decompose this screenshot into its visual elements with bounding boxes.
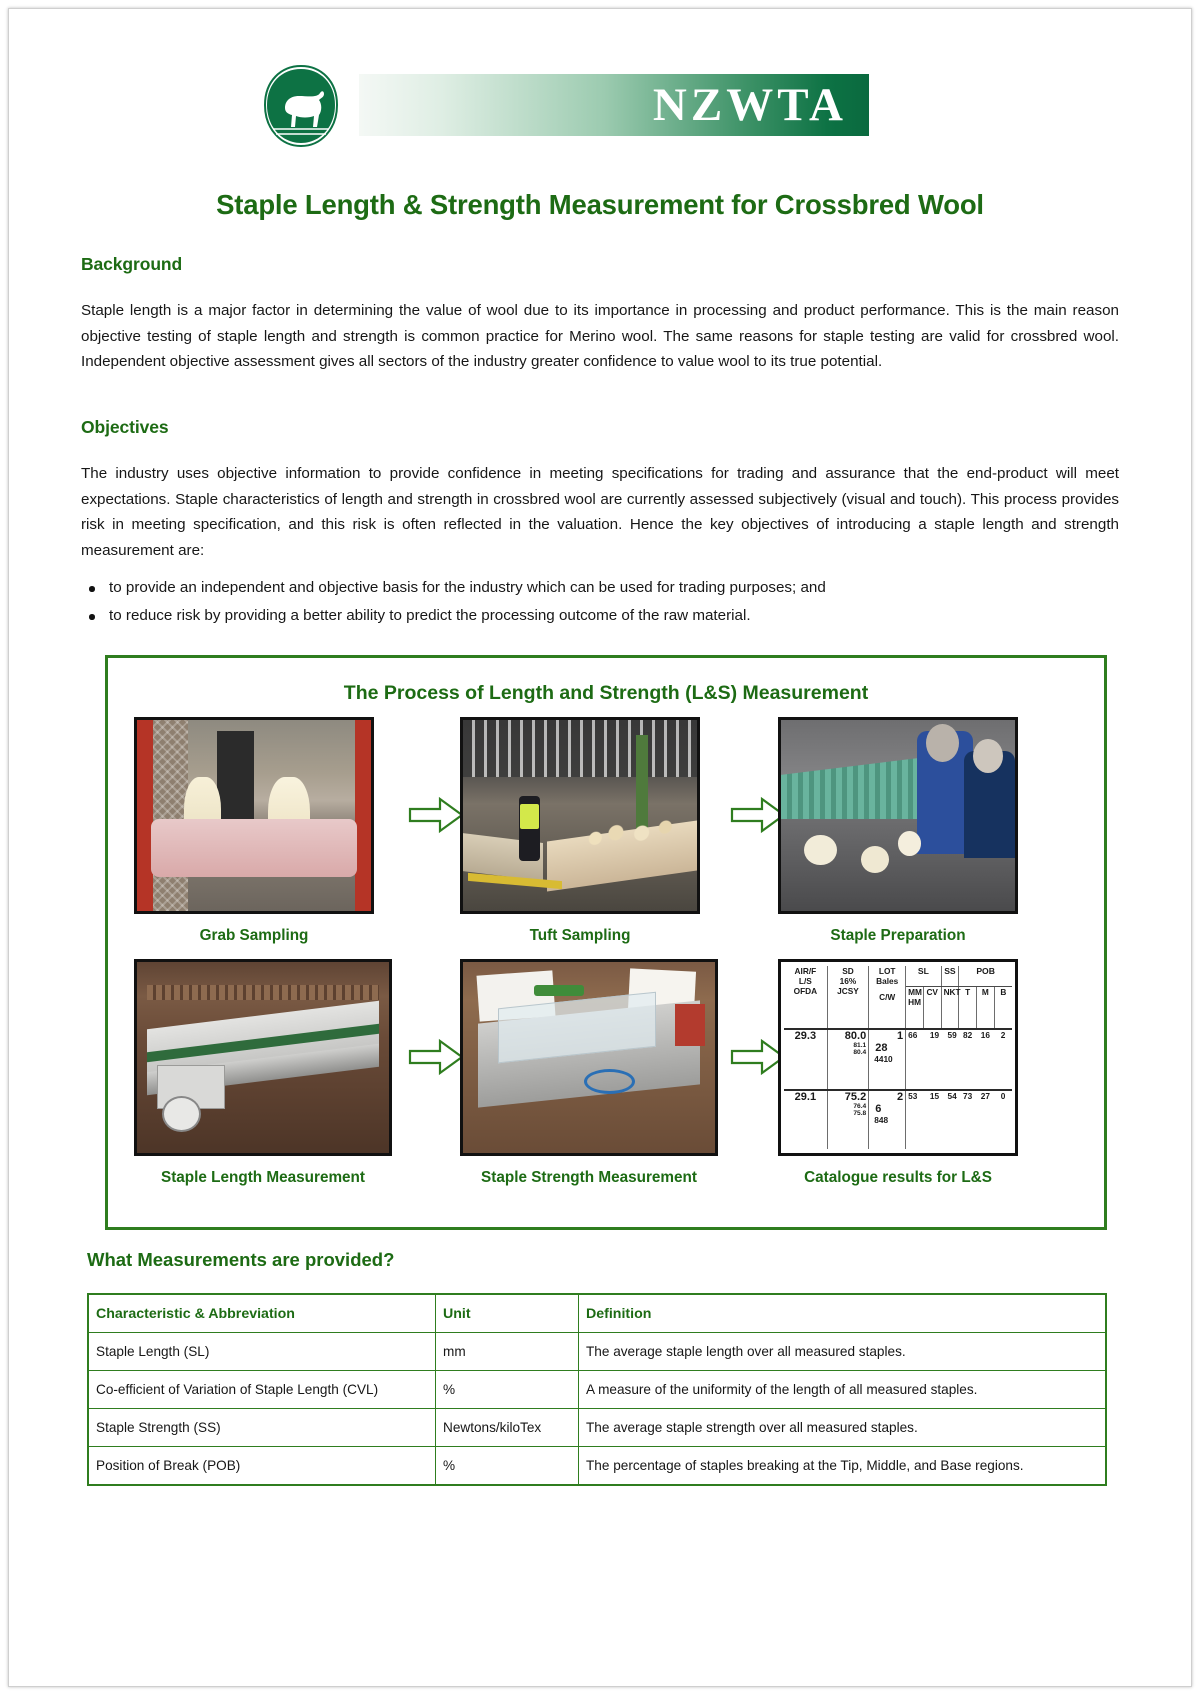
cat-h-b: B xyxy=(1000,987,1007,998)
cell-definition: The percentage of staples breaking at the Tip, Middle, and Base regions. xyxy=(579,1447,1107,1486)
cat-r1-pob-m: 16 xyxy=(980,1029,990,1040)
process-panel xyxy=(105,655,1107,1230)
cat-h-lot: LOT xyxy=(878,966,896,976)
brand-header xyxy=(259,61,869,151)
cat-group-pob: POB xyxy=(959,966,1012,987)
photo-tuft-sampling xyxy=(460,717,700,914)
cell-characteristic: Co-efficient of Variation of Staple Length (CVL) xyxy=(88,1371,436,1409)
column-header-unit: Unit xyxy=(436,1294,579,1333)
section-measurements xyxy=(87,1249,1107,1486)
brand-name: NZWTA xyxy=(652,78,847,131)
table-row xyxy=(88,1333,1106,1371)
cat-r1-bales: 28 xyxy=(875,1041,888,1054)
catalogue-header-row-1 xyxy=(784,966,1012,987)
measurements-heading: What Measurements are provided? xyxy=(87,1249,395,1270)
caption-tuft-sampling: Tuft Sampling xyxy=(529,927,631,944)
cat-r2-lot: 2 xyxy=(897,1090,904,1103)
cell-unit: % xyxy=(436,1447,579,1486)
cell-definition: The average staple strength over all measured staples. xyxy=(579,1409,1107,1447)
background-heading: Background xyxy=(81,254,183,274)
photo-staple-preparation xyxy=(778,717,1018,914)
cat-r2-pob-b: 0 xyxy=(1000,1090,1006,1101)
cat-r2-airf: 29.1 xyxy=(784,1090,827,1149)
cat-h-m: M xyxy=(977,987,995,1027)
process-step-staple-strength-measurement xyxy=(460,959,718,1187)
table-row xyxy=(88,1371,1106,1409)
page-content xyxy=(81,9,1119,1686)
caption-grab-sampling: Grab Sampling xyxy=(199,927,309,944)
cat-r2-sd-main: 75.2 xyxy=(844,1090,867,1103)
objectives-heading: Objectives xyxy=(81,417,169,437)
cat-r1-pob-t: 82 xyxy=(963,1029,973,1040)
process-step-staple-preparation xyxy=(778,717,1018,945)
table-header-row xyxy=(88,1294,1106,1333)
column-header-characteristic: Characteristic & Abbreviation xyxy=(88,1294,436,1333)
table-row xyxy=(784,1029,1012,1090)
cat-r2-ss-nkt: 54 xyxy=(947,1090,957,1101)
cat-h-sd: SD xyxy=(842,966,854,976)
page-title: Staple Length & Strength Measurement for Crossbred Wool xyxy=(216,189,984,220)
cat-r2-pob-t: 73 xyxy=(963,1090,973,1101)
photo-staple-length-measurement xyxy=(134,959,392,1156)
cat-h-ofda: OFDA xyxy=(793,986,818,996)
cat-h-16: 16% xyxy=(839,976,857,986)
table-row xyxy=(88,1409,1106,1447)
cat-r1-sd-sub2: 80.4 xyxy=(853,1048,867,1056)
cat-r2-cw: 848 xyxy=(874,1114,889,1125)
sheep-oval-logo-icon xyxy=(259,63,343,149)
cat-r2-sl-mm: 53 xyxy=(908,1090,918,1101)
process-row-1 xyxy=(108,717,1104,944)
catalogue-results-table xyxy=(778,959,1018,1156)
cat-r1-sl-cv: 19 xyxy=(929,1029,940,1040)
cell-definition: The average staple length over all measured staples. xyxy=(579,1333,1107,1371)
photo-staple-strength-measurement xyxy=(460,959,718,1156)
cell-unit: % xyxy=(436,1371,579,1409)
caption-catalogue-results: Catalogue results for L&S xyxy=(804,1169,992,1186)
table-row xyxy=(784,1090,1012,1149)
cat-r1-pob-b: 2 xyxy=(1000,1029,1006,1040)
cat-group-sl: SL xyxy=(906,966,941,987)
list-item: to reduce risk by providing a better ability to predict the processing outcome of the raw material. xyxy=(81,602,1119,630)
cat-r1-airf: 29.3 xyxy=(784,1029,827,1090)
measurements-table xyxy=(87,1293,1107,1486)
process-step-catalogue-results xyxy=(778,959,1018,1187)
cat-r2-pob-m: 27 xyxy=(980,1090,990,1101)
list-item: to provide an independent and objective basis for the industry which can be used for trading purposes; and xyxy=(81,574,1119,602)
cat-r1-sd-main: 80.0 xyxy=(844,1029,867,1042)
process-panel-title: The Process of Length and Strength (L&S) Measurement xyxy=(343,682,869,704)
cat-h-ls: L/S xyxy=(798,976,812,986)
photo-grab-sampling xyxy=(134,717,374,914)
caption-staple-strength-measurement: Staple Strength Measurement xyxy=(481,1169,697,1186)
section-background xyxy=(81,254,1119,375)
cat-r1-sd-sub1: 81.1 xyxy=(853,1041,867,1049)
caption-staple-preparation: Staple Preparation xyxy=(830,927,966,944)
cat-r1-cw: 4410 xyxy=(874,1053,893,1064)
catalogue-table xyxy=(784,966,1012,1149)
right-arrow-icon xyxy=(408,1037,464,1077)
cat-r1-ss-nkt: 59 xyxy=(947,1029,957,1040)
cell-unit: Newtons/kiloTex xyxy=(436,1409,579,1447)
caption-staple-length-measurement: Staple Length Measurement xyxy=(161,1169,365,1186)
process-step-grab-sampling xyxy=(134,717,374,945)
objectives-bullet-list xyxy=(81,574,1119,630)
objectives-paragraph: The industry uses objective information to provide confidence in meeting specifications for trading and assurance that the end-product will meet expectations. Staple characteristics of length and strength in crossbred wool are currently assessed subjectively (visual and touch). This process provides risk in meeting specification, and this risk is often reflected in the valuation. Hence the key objectives of introducing a staple length and strength measurement are: xyxy=(81,465,1119,559)
cat-r2-bales: 6 xyxy=(875,1102,882,1115)
page-sheet xyxy=(8,8,1192,1687)
cat-h-cw: C/W xyxy=(879,992,896,1002)
cell-unit: mm xyxy=(436,1333,579,1371)
cat-h-airf: AIR/F xyxy=(794,966,817,976)
table-row xyxy=(88,1447,1106,1486)
cell-characteristic: Staple Length (SL) xyxy=(88,1333,436,1371)
brand-name-bar xyxy=(359,74,869,136)
cat-r2-sd-sub1: 76.4 xyxy=(853,1102,867,1110)
cell-characteristic: Position of Break (POB) xyxy=(88,1447,436,1486)
cat-group-ss: SS xyxy=(941,966,959,987)
cat-h-bales: Bales xyxy=(876,976,899,986)
cat-r1-lot: 1 xyxy=(897,1029,904,1042)
cat-h-t: T xyxy=(959,987,977,1027)
cat-h-mm-hm: MM HM xyxy=(906,987,924,1027)
cat-r2-sl-cv: 15 xyxy=(929,1090,940,1101)
cat-h-nkt: NKT xyxy=(941,987,959,1027)
cell-characteristic: Staple Strength (SS) xyxy=(88,1409,436,1447)
process-step-tuft-sampling xyxy=(460,717,700,945)
right-arrow-icon xyxy=(408,795,464,835)
cell-definition: A measure of the uniformity of the length of all measured staples. xyxy=(579,1371,1107,1409)
section-objectives xyxy=(81,417,1119,563)
cat-h-jcsy: JCSY xyxy=(837,986,859,996)
cat-h-cv: CV xyxy=(923,987,941,1027)
process-row-2 xyxy=(108,959,1104,1199)
cat-r2-sd-sub2: 75.8 xyxy=(853,1109,867,1117)
cat-r1-sl-mm: 66 xyxy=(908,1029,918,1040)
background-paragraph: Staple length is a major factor in determining the value of wool due to its importance in processing and product performance. This is the main reason objective testing of staple length and strength is common practice for Merino wool. The same reasons for staple testing are valid for crossbred wool. Independent objective assessment gives all sectors of the industry greater confidence to value wool to its true potential. xyxy=(81,302,1119,370)
process-step-staple-length-measurement xyxy=(134,959,392,1187)
column-header-definition: Definition xyxy=(579,1294,1107,1333)
